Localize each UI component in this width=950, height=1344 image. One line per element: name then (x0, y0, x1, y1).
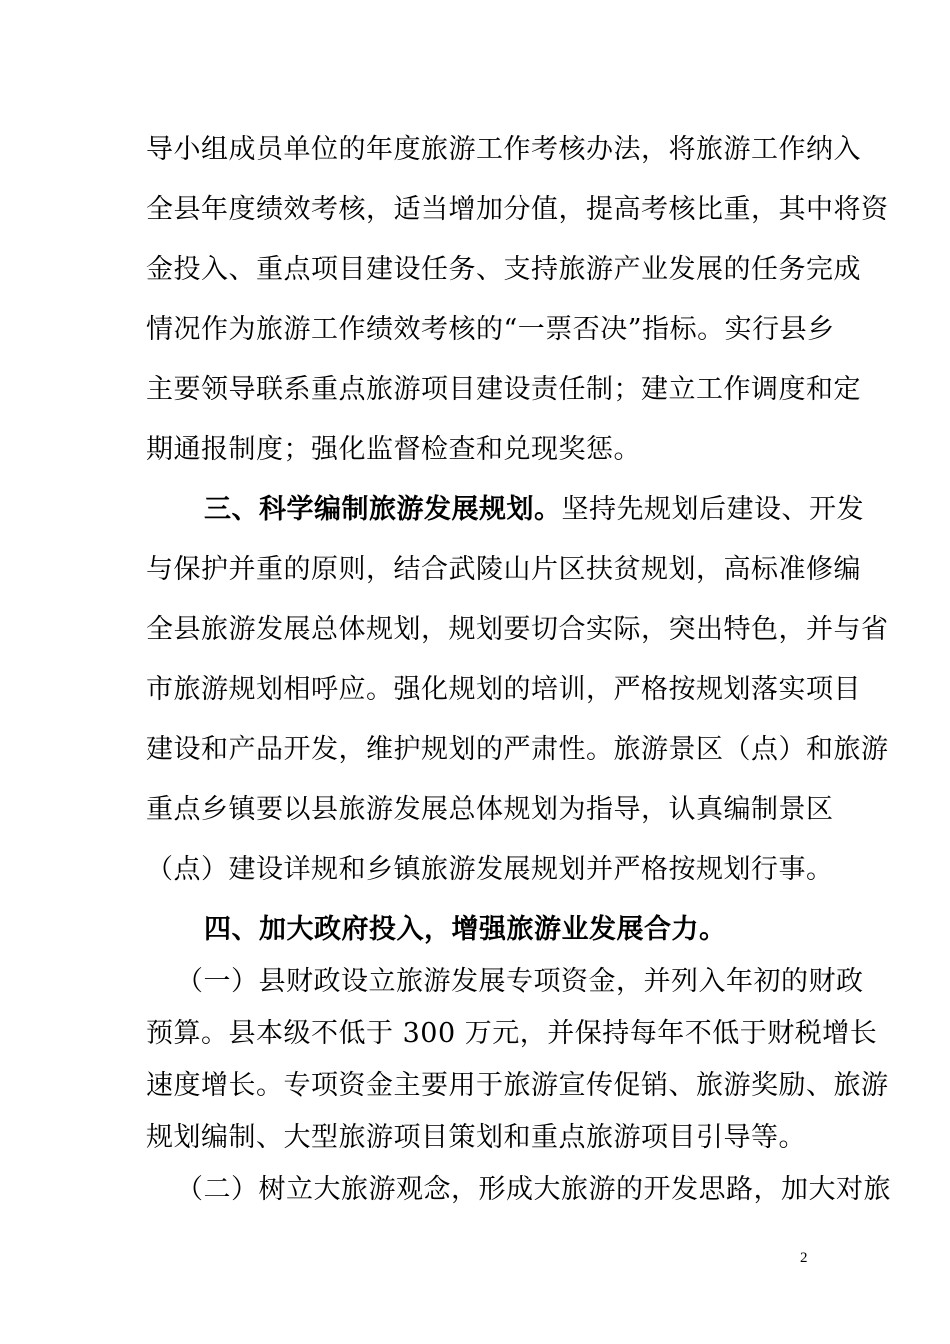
text-line: 与保护并重的原则，结合武陵山片区扶贫规划，高标准修编 (146, 554, 861, 585)
text-line: 预算。县本级不低于 300 万元，并保持每年不低于财税增长 (146, 1018, 878, 1049)
text-line: 速度增长。专项资金主要用于旅游宣传促销、旅游奖励、旅游 (146, 1070, 889, 1101)
page-number: 2 (800, 1250, 808, 1266)
text-line: （二）树立大旅游观念，形成大旅游的开发思路，加大对旅 (176, 1174, 891, 1205)
section-3-paragraph-start (204, 493, 864, 527)
text-line: 市旅游规划相呼应。强化规划的培训，严格按规划落实项目 (146, 674, 861, 705)
text-line: 主要领导联系重点旅游项目建设责任制；建立工作调度和定 (146, 374, 861, 405)
text-line: 全县旅游发展总体规划，规划要切合实际，突出特色，并与省 (146, 614, 889, 645)
text-line: 金投入、重点项目建设任务、支持旅游产业发展的任务完成 (146, 254, 861, 285)
text-line: （一）县财政设立旅游发展专项资金，并列入年初的财政 (176, 966, 864, 997)
text-line: 导小组成员单位的年度旅游工作考核办法，将旅游工作纳入 (146, 134, 861, 165)
text-line: 全县年度绩效考核，适当增加分值，提高考核比重，其中将资 (146, 194, 889, 225)
section-4-heading: 四、加大政府投入，增强旅游业发展合力。 (204, 914, 727, 945)
text-line: 期通报制度；强化监督检查和兑现奖惩。 (146, 434, 641, 465)
section-3-heading: 三、科学编制旅游发展规划。 (204, 494, 562, 525)
text-line: （点）建设详规和乡镇旅游发展规划并严格按规划行事。 (146, 854, 834, 885)
text-line: 情况作为旅游工作绩效考核的“一票否决”指标。实行县乡 (146, 314, 835, 345)
text-line: 重点乡镇要以县旅游发展总体规划为指导，认真编制景区 (146, 794, 834, 825)
text-line: 规划编制、大型旅游项目策划和重点旅游项目引导等。 (146, 1122, 806, 1153)
section-3-text: 坚持先规划后建设、开发 (561, 494, 864, 525)
text-line: 建设和产品开发，维护规划的严肃性。旅游景区（点）和旅游 (146, 734, 889, 765)
